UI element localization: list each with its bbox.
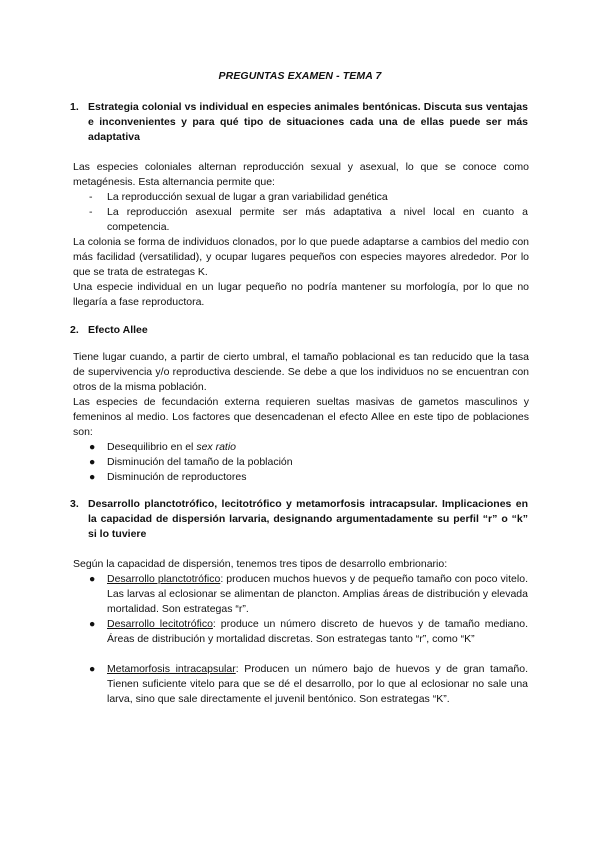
q1-paragraph-3: Una especie individual en un lugar pequeño no podría mantener su morfología, por lo que no llegaría a fase reproductora. [73, 281, 529, 308]
question-1 [70, 100, 528, 145]
q1-paragraph-1: Las especies coloniales alternan reproducción sexual y asexual, lo que se conoce como metagénesis. Esta alternancia permite que: [73, 161, 529, 188]
q2-list-item-1-text: Desequilibrio en el [107, 441, 197, 453]
bullet-marker: ● [89, 573, 96, 585]
q1-list-item-1-text: La reproducción sexual de lugar a gran variabilidad genética [107, 191, 388, 203]
q3-list-item-1-text: : producen muchos huevos y de pequeño tamaño con poco vitelo. Las larvas al eclosionar se alimentan de plancton. Amplias áreas de distribución y elevada mortalidad. Son estrategas “r”. [107, 573, 528, 615]
q2-list-item-1 [89, 440, 528, 455]
q3-list-item-1 [89, 572, 528, 617]
q3-term-metamorfosis: Metamorfosis intracapsular [107, 663, 236, 675]
q2-paragraph-1: Tiene lugar cuando, a partir de cierto umbral, el tamaño poblacional es tan reducido que la tasa de supervivencia y/o reproductiva desciende. Se debe a que los individuos no se encuentran con otros de la misma población. [73, 351, 529, 393]
q2-paragraph-2: Las especies de fecundación externa requieren sueltas masivas de gametos masculinos y femeninos al medio. Los factores que desencadenan el efecto Allee en este tipo de poblaciones son: [73, 396, 529, 438]
bullet-marker: ● [89, 441, 96, 453]
q1-list-item-1 [89, 190, 528, 205]
q3-term-lecitotrofico: Desarrollo lecitotrófico [107, 618, 213, 630]
q3-list-item-2 [89, 617, 528, 647]
q1-list-item-2 [89, 205, 528, 235]
q1-paragraph-2: La colonia se forma de individuos clonados, por lo que puede adaptarse a cambios del medio con más facilidad (versatilidad), y ocupar lugares pequeños con especies mayores alrededor. Por lo que se trata de estrategas K. [73, 236, 529, 278]
q2-list-item-3 [89, 470, 528, 485]
bullet-marker: ● [89, 618, 96, 630]
dash-marker: - [89, 206, 93, 218]
question-1-number: 1. [70, 101, 79, 113]
bullet-marker: ● [89, 663, 96, 675]
question-3-number: 3. [70, 498, 79, 510]
q3-list-item-3 [89, 662, 529, 707]
bullet-marker: ● [89, 471, 96, 483]
question-1-text: Estrategia colonial vs individual en especies animales bentónicas. Discuta sus ventajas e inconvenientes y para qué tipo de situaciones cada una de ellas puede ser más adaptativa [88, 101, 528, 143]
question-3-text: Desarrollo planctotrófico, lecitotrófico y metamorfosis intracapsular. Implicaciones en la capacidad de dispersión larvaria, designando argumentadamente su perfil “r” o “k” si lo tuviere [88, 498, 528, 540]
bullet-marker: ● [89, 456, 96, 468]
q3-paragraph-1: Según la capacidad de dispersión, tenemos tres tipos de desarrollo embrionario: [73, 558, 448, 570]
q3-list-item-3-text: : Producen un número bajo de huevos y de gran tamaño. Tienen suficiente vitelo para que se dé el desarrollo, por lo que al eclosionar no sale una larva, sino que sale directamente el juvenil bentónico. Son estrategas “K”. [107, 663, 529, 705]
question-2 [70, 323, 528, 338]
q3-list-item-2-text: : produce un número discreto de huevos y de tamaño mediano. Áreas de distribución y mortalidad discretas. Son estrategas tanto “r”, como “K” [107, 618, 528, 645]
q1-list-item-2-text: La reproducción asexual permite ser más adaptativa a nivel local en cuanto a competencia. [107, 206, 528, 233]
question-2-text: Efecto Allee [88, 324, 148, 336]
q2-list-item-3-text: Disminución de reproductores [107, 471, 247, 483]
q2-list-item-2 [89, 455, 528, 470]
question-3 [70, 497, 528, 542]
q2-list-item-2-text: Disminución del tamaño de la población [107, 456, 293, 468]
sex-ratio-italic: sex ratio [196, 441, 236, 453]
q3-term-planctotrofico: Desarrollo planctotrófico [107, 573, 221, 585]
document-title: PREGUNTAS EXAMEN - TEMA 7 [218, 70, 382, 82]
dash-marker: - [89, 191, 93, 203]
question-2-number: 2. [70, 324, 79, 336]
